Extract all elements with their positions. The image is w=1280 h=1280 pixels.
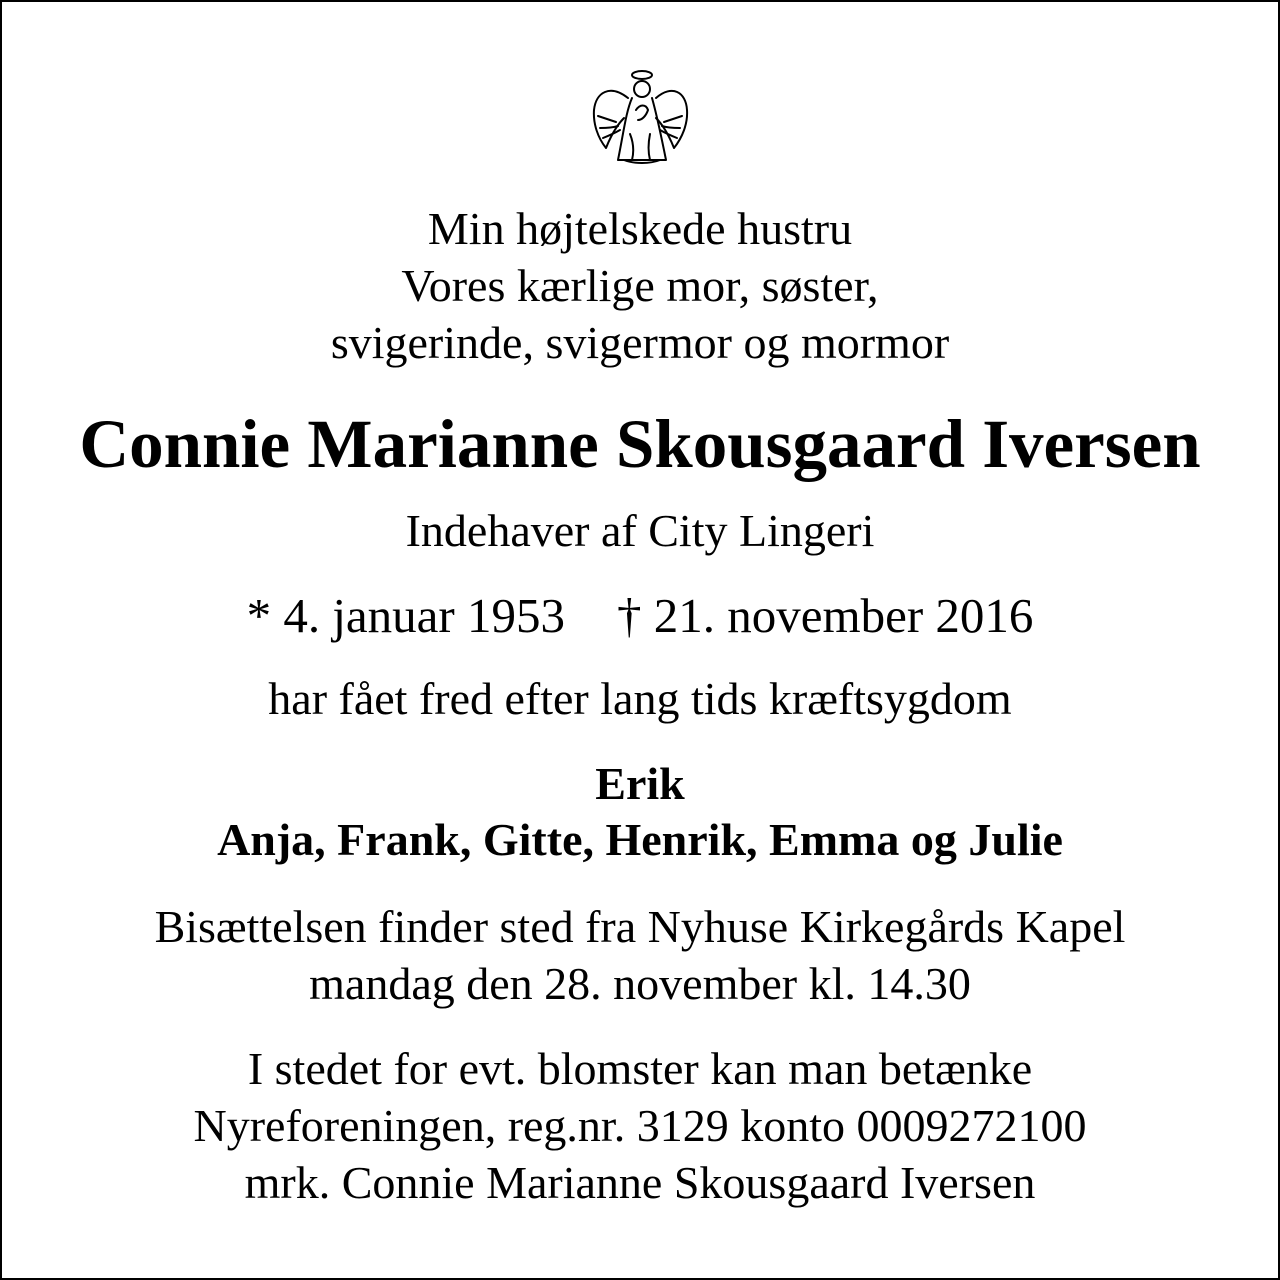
born-symbol: * — [246, 588, 272, 643]
intro-line: Vores kærlige mor, søster, — [401, 260, 879, 311]
life-dates — [0, 586, 1280, 646]
peace-text: har fået fred efter lang tids kræftsygdom — [268, 673, 1012, 724]
intro-text — [0, 200, 1280, 371]
deceased-title: Indehaver af City Lingeri — [405, 505, 875, 556]
birth-date: 4. januar 1953 — [283, 588, 565, 643]
funeral-details — [0, 898, 1280, 1012]
family-line: Erik — [595, 758, 685, 809]
funeral-line: Bisættelsen finder sted fra Nyhuse Kirkegårds Kapel — [154, 901, 1126, 952]
deceased-name: Connie Marianne Skousgaard Iversen — [79, 406, 1201, 482]
donation-line: I stedet for evt. blomster kan man betænke — [247, 1043, 1033, 1094]
family-names — [0, 756, 1280, 868]
intro-line: svigerinde, svigermor og mormor — [330, 317, 950, 368]
funeral-line: mandag den 28. november kl. 14.30 — [309, 958, 971, 1009]
death-date: 21. november 2016 — [653, 588, 1034, 643]
intro-line: Min højtelskede hustru — [427, 203, 853, 254]
donation-line: Nyreforeningen, reg.nr. 3129 konto 0009272100 — [193, 1100, 1087, 1151]
family-line: Anja, Frank, Gitte, Henrik, Emma og Julie — [217, 814, 1063, 865]
death-symbol: † — [617, 588, 642, 643]
donation-details — [0, 1040, 1280, 1211]
angel-icon — [590, 64, 690, 168]
donation-line: mrk. Connie Marianne Skousgaard Iversen — [244, 1157, 1036, 1208]
